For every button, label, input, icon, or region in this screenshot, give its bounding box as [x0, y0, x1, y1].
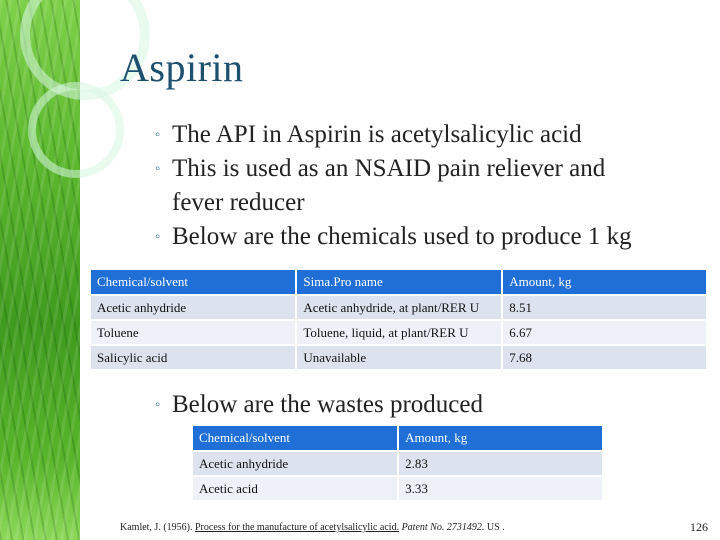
- table-row: [91, 296, 708, 321]
- table-cell: Toluene: [91, 321, 297, 346]
- table-cell: Acetic anhydride: [91, 296, 297, 321]
- column-header: Amount, kg: [503, 270, 708, 296]
- table-cell: Toluene, liquid, at plant/RER U: [297, 321, 503, 346]
- table-cell: Acetic anhydride, at plant/RER U: [297, 296, 503, 321]
- bullet-item: [155, 118, 700, 152]
- bullet-marker: ◦: [155, 127, 161, 143]
- table-cell: Acetic acid: [193, 477, 399, 502]
- column-header: Amount, kg: [399, 426, 604, 452]
- column-header: Chemical/solvent: [91, 270, 297, 296]
- table-row: [91, 346, 708, 371]
- table-header-row: [193, 426, 604, 452]
- table-row: [91, 321, 708, 346]
- bullet-list: [155, 118, 700, 254]
- bullet-text: This is used as an NSAID pain reliever and: [172, 155, 606, 182]
- circle-ring-decoration-small: [28, 82, 124, 178]
- bullet-item: [155, 152, 700, 220]
- bullet-item: [155, 220, 700, 254]
- citation: [120, 522, 505, 533]
- bullet-item-wastes: [155, 388, 483, 422]
- table-cell: 8.51: [503, 296, 708, 321]
- table-cell: 7.68: [503, 346, 708, 371]
- citation-country: US .: [486, 522, 505, 533]
- table-row: [193, 452, 604, 477]
- table-cell: Unavailable: [297, 346, 503, 371]
- bullet-text: Below are the wastes produced: [172, 391, 483, 418]
- chemicals-table: [91, 270, 708, 371]
- citation-patent: Patent No. 2731492.: [401, 522, 485, 533]
- page-number: 126: [690, 520, 708, 534]
- bullet-text: Below are the chemicals used to produce 1 kg: [172, 223, 632, 250]
- bullet-text: The API in Aspirin is acetylsalicylic acid: [172, 121, 582, 148]
- table-cell: 6.67: [503, 321, 708, 346]
- table-cell: 3.33: [399, 477, 604, 502]
- column-header: Chemical/solvent: [193, 426, 399, 452]
- table-cell: Salicylic acid: [91, 346, 297, 371]
- slide-title: Aspirin: [120, 45, 244, 90]
- table-cell: 2.83: [399, 452, 604, 477]
- table-header-row: [91, 270, 708, 296]
- column-header: Sima.Pro name: [297, 270, 503, 296]
- citation-author: Kamlet, J. (1956).: [120, 522, 193, 533]
- wastes-table: [193, 426, 604, 502]
- bullet-text-continued: fever reducer: [172, 189, 305, 216]
- citation-title-link[interactable]: Process for the manufacture of acetylsalicylic acid.: [195, 522, 400, 533]
- bullet-marker: ◦: [155, 229, 161, 245]
- table-row: [193, 477, 604, 502]
- bullet-marker: ◦: [155, 161, 161, 177]
- bullet-marker: ◦: [155, 397, 161, 413]
- table-cell: Acetic anhydride: [193, 452, 399, 477]
